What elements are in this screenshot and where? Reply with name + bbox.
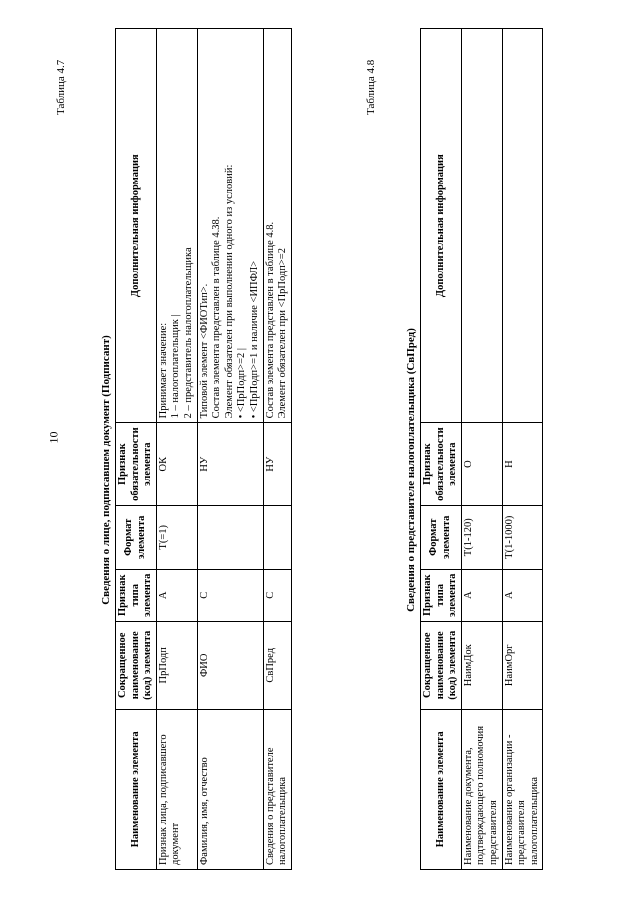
info-line: Элемент обязателен при выполнении одного из условий: [223,164,235,419]
cell-element-name: Признак лица, подписавшего документ [156,709,197,869]
cell-element-format [263,505,291,569]
cell-element-format: T(1-120) [461,505,502,569]
cell-additional-info [502,29,543,423]
table-row [156,29,197,870]
page-number: 10 [46,431,61,444]
cell-element-type: А [461,569,502,621]
table-4-7-label: Таблица 4.7 [55,59,67,115]
info-line: Принимает значение: [157,322,169,419]
table-4-7 [115,28,292,870]
cell-additional-info [263,29,291,423]
cell-element-type: С [263,569,291,621]
col-header-info: Дополнительная информация [116,29,157,423]
cell-element-format: T(=1) [156,505,197,569]
col-header-name: Наименование элемента [116,709,157,869]
cell-element-type: А [156,569,197,621]
cell-element-required: ОК [156,423,197,506]
col-header-code: Сокращенное наименование (код) элемента [116,621,157,709]
cell-element-required: НУ [263,423,291,506]
col-header-required: Признак обязательности элемента [116,423,157,506]
cell-additional-info [197,29,263,423]
col-header-code: Сокращенное наименование (код) элемента [421,621,462,709]
cell-element-code: ФИО [197,621,263,709]
info-line: Элемент обязателен при <ПрПодп>=2 [277,248,289,419]
info-line: Состав элемента представлен в таблице 4.38. [211,216,223,419]
info-line: 2 – представитель налогоплательщика [182,247,194,419]
cell-element-required: Н [502,423,543,506]
table-row [502,29,543,870]
col-header-type: Признак типа элемента [116,569,157,621]
col-header-type: Признак типа элемента [421,569,462,621]
col-header-format: Формат элемента [421,505,462,569]
col-header-required: Признак обязательности элемента [421,423,462,506]
cell-additional-info [156,29,197,423]
cell-element-code: НаимДок [461,621,502,709]
cell-element-required: О [461,423,502,506]
cell-element-code: ПрПодп [156,621,197,709]
cell-element-format [197,505,263,569]
table-4-8 [420,28,543,870]
cell-element-name: Наименование организации - представителя налогоплательщика [502,709,543,869]
table-row [461,29,502,870]
cell-element-type: А [502,569,543,621]
table-header-row [421,29,462,870]
cell-element-name: Сведения о представителе налогоплательщика [263,709,291,869]
col-header-info: Дополнительная информация [421,29,462,423]
info-line: Состав элемента представлен в таблице 4.8. [264,221,276,419]
table-row [197,29,263,870]
cell-element-code: СвПред [263,621,291,709]
table-header-row [116,29,157,870]
cell-element-required: НУ [197,423,263,506]
cell-element-name: Наименование документа, подтверждающего полномочия представителя [461,709,502,869]
cell-element-code: НаимОрг [502,621,543,709]
info-line: Типовой элемент <ФИОТип>. [198,283,210,419]
info-line: 1 – налогоплательщик | [170,314,182,419]
info-line: • <ПрПодп>=2 | [236,348,248,419]
cell-additional-info [461,29,502,423]
cell-element-type: С [197,569,263,621]
cell-element-format: T(1-1000) [502,505,543,569]
table-4-7-title: Сведения о лице, подписавшем документ (Подписант) [100,335,112,605]
col-header-format: Формат элемента [116,505,157,569]
cell-element-name: Фамилия, имя, отчество [197,709,263,869]
table-row [263,29,291,870]
info-line: • <ПрПодп>=1 и наличие <ИПФЛ> [248,260,260,419]
table-4-8-title: Сведения о представителе налогоплательщика (СвПред) [405,328,417,612]
table-4-8-label: Таблица 4.8 [365,59,377,115]
col-header-name: Наименование элемента [421,709,462,869]
